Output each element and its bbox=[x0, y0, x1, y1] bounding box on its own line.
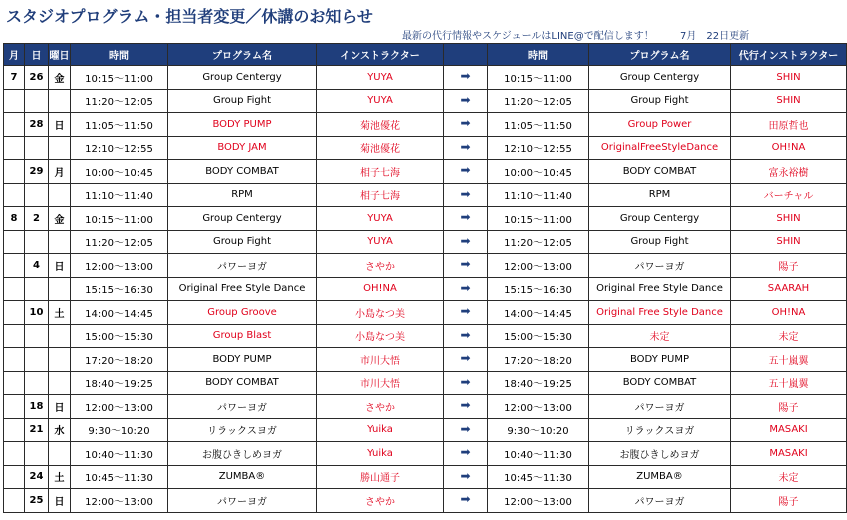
cell-sub-instructor: バーチャル bbox=[731, 183, 847, 207]
cell-time: 15:00～15:30 bbox=[71, 324, 168, 348]
cell-program: Group Centergy bbox=[168, 207, 317, 231]
cell-sub-instructor: 五十嵐翼 bbox=[731, 348, 847, 372]
cell-weekday bbox=[49, 442, 71, 466]
cell-program: BODY COMBAT bbox=[168, 371, 317, 395]
cell-arrow bbox=[444, 489, 488, 513]
line-notice: 最新の代行情報やスケジュールはLINE@で配信します！ bbox=[402, 31, 654, 42]
cell-day: 2 bbox=[25, 207, 49, 231]
cell-day: 18 bbox=[25, 395, 49, 419]
cell-weekday bbox=[49, 136, 71, 160]
cell-month bbox=[4, 113, 25, 137]
cell-weekday: 土 bbox=[49, 301, 71, 325]
cell-weekday bbox=[49, 371, 71, 395]
cell-month: 8 bbox=[4, 207, 25, 231]
cell-new-time: 10:00～10:45 bbox=[488, 160, 589, 184]
table-row bbox=[4, 207, 847, 231]
table-row bbox=[4, 89, 847, 113]
cell-program: BODY PUMP bbox=[168, 348, 317, 372]
cell-time: 17:20～18:20 bbox=[71, 348, 168, 372]
cell-new-time: 11:10～11:40 bbox=[488, 183, 589, 207]
cell-month bbox=[4, 489, 25, 513]
cell-new-program: Group Fight bbox=[589, 230, 731, 254]
cell-arrow bbox=[444, 418, 488, 442]
cell-new-program: Group Centergy bbox=[589, 207, 731, 231]
cell-month bbox=[4, 254, 25, 278]
cell-new-time: 14:00～14:45 bbox=[488, 301, 589, 325]
cell-new-time: 15:00～15:30 bbox=[488, 324, 589, 348]
arrow-right-icon: ➡ bbox=[460, 69, 471, 84]
cell-weekday: 金 bbox=[49, 207, 71, 231]
cell-new-program: Group Fight bbox=[589, 89, 731, 113]
arrow-right-icon: ➡ bbox=[460, 304, 471, 319]
cell-day bbox=[25, 89, 49, 113]
cell-sub-instructor: SHIN bbox=[731, 207, 847, 231]
col-header-time: 時間 bbox=[71, 44, 168, 66]
cell-new-time: 10:15～11:00 bbox=[488, 207, 589, 231]
cell-time: 11:20～12:05 bbox=[71, 89, 168, 113]
cell-program: BODY PUMP bbox=[168, 113, 317, 137]
cell-time: 12:10～12:55 bbox=[71, 136, 168, 160]
cell-sub-instructor: MASAKI bbox=[731, 442, 847, 466]
cell-new-program: Original Free Style Dance bbox=[589, 301, 731, 325]
arrow-right-icon: ➡ bbox=[460, 139, 471, 154]
cell-new-program: Group Power bbox=[589, 113, 731, 137]
cell-month bbox=[4, 371, 25, 395]
cell-new-program: パワーヨガ bbox=[589, 254, 731, 278]
cell-sub-instructor: 未定 bbox=[731, 465, 847, 489]
cell-arrow bbox=[444, 465, 488, 489]
cell-weekday: 水 bbox=[49, 418, 71, 442]
arrow-right-icon: ➡ bbox=[460, 398, 471, 413]
table-row bbox=[4, 395, 847, 419]
cell-day: 24 bbox=[25, 465, 49, 489]
cell-arrow bbox=[444, 136, 488, 160]
table-row bbox=[4, 277, 847, 301]
table-row bbox=[4, 160, 847, 184]
cell-day bbox=[25, 230, 49, 254]
cell-month bbox=[4, 89, 25, 113]
cell-sub-instructor: 陽子 bbox=[731, 395, 847, 419]
cell-program: Group Fight bbox=[168, 230, 317, 254]
cell-new-program: BODY COMBAT bbox=[589, 371, 731, 395]
cell-arrow bbox=[444, 89, 488, 113]
cell-new-time: 17:20～18:20 bbox=[488, 348, 589, 372]
cell-time: 9:30～10:20 bbox=[71, 418, 168, 442]
cell-arrow bbox=[444, 348, 488, 372]
cell-new-program: Group Centergy bbox=[589, 66, 731, 90]
table-header-row bbox=[4, 44, 847, 66]
cell-sub-instructor: OH!NA bbox=[731, 136, 847, 160]
cell-instructor: 菊池優花 bbox=[317, 113, 444, 137]
cell-instructor: 菊池優花 bbox=[317, 136, 444, 160]
cell-time: 15:15～16:30 bbox=[71, 277, 168, 301]
cell-weekday: 日 bbox=[49, 395, 71, 419]
cell-program: ZUMBA® bbox=[168, 465, 317, 489]
cell-new-program: パワーヨガ bbox=[589, 489, 731, 513]
col-header-weekday: 曜日 bbox=[49, 44, 71, 66]
cell-weekday bbox=[49, 324, 71, 348]
arrow-right-icon: ➡ bbox=[460, 210, 471, 225]
cell-time: 10:40～11:30 bbox=[71, 442, 168, 466]
cell-sub-instructor: 富永裕樹 bbox=[731, 160, 847, 184]
arrow-right-icon: ➡ bbox=[460, 445, 471, 460]
cell-new-time: 11:20～12:05 bbox=[488, 230, 589, 254]
col-header-instructor: インストラクター bbox=[317, 44, 444, 66]
cell-sub-instructor: SHIN bbox=[731, 230, 847, 254]
col-header-month: 月 bbox=[4, 44, 25, 66]
cell-sub-instructor: SAARAH bbox=[731, 277, 847, 301]
table-row bbox=[4, 324, 847, 348]
cell-day: 29 bbox=[25, 160, 49, 184]
cell-sub-instructor: 陽子 bbox=[731, 254, 847, 278]
table-row bbox=[4, 66, 847, 90]
schedule-change-table bbox=[3, 43, 847, 513]
cell-program: Group Blast bbox=[168, 324, 317, 348]
arrow-right-icon: ➡ bbox=[460, 351, 471, 366]
cell-month bbox=[4, 183, 25, 207]
cell-sub-instructor: MASAKI bbox=[731, 418, 847, 442]
page-title: スタジオプログラム・担当者変更／休講のお知らせ bbox=[6, 7, 373, 26]
table-row bbox=[4, 136, 847, 160]
arrow-right-icon: ➡ bbox=[460, 116, 471, 131]
cell-sub-instructor: OH!NA bbox=[731, 301, 847, 325]
cell-time: 11:10～11:40 bbox=[71, 183, 168, 207]
cell-instructor: 小島なつ美 bbox=[317, 324, 444, 348]
cell-new-program: OriginalFreeStyleDance bbox=[589, 136, 731, 160]
cell-time: 10:45～11:30 bbox=[71, 465, 168, 489]
cell-sub-instructor: 田原哲也 bbox=[731, 113, 847, 137]
cell-weekday bbox=[49, 230, 71, 254]
table-row bbox=[4, 254, 847, 278]
cell-instructor: さやか bbox=[317, 254, 444, 278]
cell-instructor: Yuika bbox=[317, 418, 444, 442]
cell-instructor: 相子七海 bbox=[317, 160, 444, 184]
cell-program: リラックスヨガ bbox=[168, 418, 317, 442]
cell-new-time: 12:00～13:00 bbox=[488, 395, 589, 419]
arrow-right-icon: ➡ bbox=[460, 327, 471, 342]
cell-new-time: 11:05～11:50 bbox=[488, 113, 589, 137]
cell-weekday: 日 bbox=[49, 489, 71, 513]
cell-arrow bbox=[444, 277, 488, 301]
cell-new-program: ZUMBA® bbox=[589, 465, 731, 489]
cell-sub-instructor: SHIN bbox=[731, 89, 847, 113]
cell-arrow bbox=[444, 324, 488, 348]
cell-instructor: YUYA bbox=[317, 230, 444, 254]
cell-day: 4 bbox=[25, 254, 49, 278]
cell-new-time: 18:40～19:25 bbox=[488, 371, 589, 395]
cell-arrow bbox=[444, 183, 488, 207]
table-row bbox=[4, 230, 847, 254]
cell-weekday bbox=[49, 348, 71, 372]
cell-day: 10 bbox=[25, 301, 49, 325]
cell-day bbox=[25, 324, 49, 348]
cell-day bbox=[25, 371, 49, 395]
cell-weekday bbox=[49, 183, 71, 207]
arrow-right-icon: ➡ bbox=[460, 492, 471, 507]
cell-weekday: 日 bbox=[49, 113, 71, 137]
cell-new-program: BODY PUMP bbox=[589, 348, 731, 372]
table-row bbox=[4, 371, 847, 395]
cell-arrow bbox=[444, 230, 488, 254]
cell-instructor: Yuika bbox=[317, 442, 444, 466]
cell-instructor: YUYA bbox=[317, 66, 444, 90]
cell-sub-instructor: 五十嵐翼 bbox=[731, 371, 847, 395]
table-row bbox=[4, 465, 847, 489]
cell-program: BODY JAM bbox=[168, 136, 317, 160]
cell-program: Original Free Style Dance bbox=[168, 277, 317, 301]
cell-time: 10:15～11:00 bbox=[71, 66, 168, 90]
cell-sub-instructor: SHIN bbox=[731, 66, 847, 90]
cell-arrow bbox=[444, 254, 488, 278]
cell-month bbox=[4, 324, 25, 348]
arrow-right-icon: ➡ bbox=[460, 163, 471, 178]
table-row bbox=[4, 301, 847, 325]
cell-time: 12:00～13:00 bbox=[71, 489, 168, 513]
cell-instructor: YUYA bbox=[317, 207, 444, 231]
cell-instructor: 勝山通子 bbox=[317, 465, 444, 489]
arrow-right-icon: ➡ bbox=[460, 233, 471, 248]
cell-program: パワーヨガ bbox=[168, 254, 317, 278]
cell-month bbox=[4, 136, 25, 160]
cell-month bbox=[4, 301, 25, 325]
cell-program: Group Fight bbox=[168, 89, 317, 113]
cell-program: RPM bbox=[168, 183, 317, 207]
cell-arrow bbox=[444, 395, 488, 419]
cell-instructor: さやか bbox=[317, 395, 444, 419]
cell-month bbox=[4, 348, 25, 372]
cell-program: お腹ひきしめヨガ bbox=[168, 442, 317, 466]
col-header-new-time: 時間 bbox=[488, 44, 589, 66]
col-header-arrow bbox=[444, 44, 488, 66]
table-row bbox=[4, 113, 847, 137]
cell-new-program: 未定 bbox=[589, 324, 731, 348]
arrow-right-icon: ➡ bbox=[460, 280, 471, 295]
cell-day bbox=[25, 183, 49, 207]
cell-new-time: 12:00～13:00 bbox=[488, 254, 589, 278]
col-header-day: 日 bbox=[25, 44, 49, 66]
cell-time: 18:40～19:25 bbox=[71, 371, 168, 395]
cell-day bbox=[25, 348, 49, 372]
cell-new-time: 11:20～12:05 bbox=[488, 89, 589, 113]
cell-arrow bbox=[444, 160, 488, 184]
cell-instructor: 市川大悟 bbox=[317, 348, 444, 372]
cell-sub-instructor: 陽子 bbox=[731, 489, 847, 513]
table-row bbox=[4, 442, 847, 466]
cell-weekday: 日 bbox=[49, 254, 71, 278]
arrow-right-icon: ➡ bbox=[460, 186, 471, 201]
cell-weekday bbox=[49, 89, 71, 113]
arrow-right-icon: ➡ bbox=[460, 257, 471, 272]
cell-time: 10:15～11:00 bbox=[71, 207, 168, 231]
cell-program: Group Centergy bbox=[168, 66, 317, 90]
cell-month bbox=[4, 442, 25, 466]
cell-instructor: 市川大悟 bbox=[317, 371, 444, 395]
col-header-new-program: プログラム名 bbox=[589, 44, 731, 66]
cell-day bbox=[25, 136, 49, 160]
cell-instructor: 相子七海 bbox=[317, 183, 444, 207]
cell-weekday: 金 bbox=[49, 66, 71, 90]
cell-time: 11:05～11:50 bbox=[71, 113, 168, 137]
cell-weekday bbox=[49, 277, 71, 301]
cell-day bbox=[25, 442, 49, 466]
cell-instructor: 小島なつ美 bbox=[317, 301, 444, 325]
cell-arrow bbox=[444, 301, 488, 325]
cell-weekday: 月 bbox=[49, 160, 71, 184]
cell-weekday: 土 bbox=[49, 465, 71, 489]
cell-new-program: Original Free Style Dance bbox=[589, 277, 731, 301]
cell-month bbox=[4, 277, 25, 301]
arrow-right-icon: ➡ bbox=[460, 92, 471, 107]
table-row bbox=[4, 183, 847, 207]
cell-new-time: 10:45～11:30 bbox=[488, 465, 589, 489]
cell-day: 25 bbox=[25, 489, 49, 513]
arrow-right-icon: ➡ bbox=[460, 421, 471, 436]
cell-arrow bbox=[444, 113, 488, 137]
cell-new-time: 15:15～16:30 bbox=[488, 277, 589, 301]
cell-time: 12:00～13:00 bbox=[71, 254, 168, 278]
cell-month bbox=[4, 160, 25, 184]
update-date: 7月 22日更新 bbox=[680, 31, 750, 42]
cell-new-program: お腹ひきしめヨガ bbox=[589, 442, 731, 466]
col-header-sub-instructor: 代行インストラクター bbox=[731, 44, 847, 66]
table-row bbox=[4, 489, 847, 513]
table-row bbox=[4, 348, 847, 372]
cell-instructor: YUYA bbox=[317, 89, 444, 113]
cell-time: 12:00～13:00 bbox=[71, 395, 168, 419]
cell-arrow bbox=[444, 442, 488, 466]
cell-new-program: リラックスヨガ bbox=[589, 418, 731, 442]
cell-month: 7 bbox=[4, 66, 25, 90]
cell-instructor: さやか bbox=[317, 489, 444, 513]
cell-arrow bbox=[444, 207, 488, 231]
cell-time: 11:20～12:05 bbox=[71, 230, 168, 254]
table-row bbox=[4, 418, 847, 442]
cell-program: Group Groove bbox=[168, 301, 317, 325]
cell-arrow bbox=[444, 66, 488, 90]
cell-new-program: パワーヨガ bbox=[589, 395, 731, 419]
cell-day: 21 bbox=[25, 418, 49, 442]
cell-new-program: RPM bbox=[589, 183, 731, 207]
cell-new-time: 12:00～13:00 bbox=[488, 489, 589, 513]
cell-day: 26 bbox=[25, 66, 49, 90]
cell-day bbox=[25, 277, 49, 301]
col-header-program: プログラム名 bbox=[168, 44, 317, 66]
arrow-right-icon: ➡ bbox=[460, 468, 471, 483]
cell-sub-instructor: 未定 bbox=[731, 324, 847, 348]
cell-program: BODY COMBAT bbox=[168, 160, 317, 184]
cell-month bbox=[4, 230, 25, 254]
cell-time: 10:00～10:45 bbox=[71, 160, 168, 184]
cell-new-time: 9:30～10:20 bbox=[488, 418, 589, 442]
cell-month bbox=[4, 465, 25, 489]
cell-new-time: 10:15～11:00 bbox=[488, 66, 589, 90]
cell-new-program: BODY COMBAT bbox=[589, 160, 731, 184]
cell-arrow bbox=[444, 371, 488, 395]
cell-program: パワーヨガ bbox=[168, 489, 317, 513]
arrow-right-icon: ➡ bbox=[460, 374, 471, 389]
cell-instructor: OH!NA bbox=[317, 277, 444, 301]
cell-day: 28 bbox=[25, 113, 49, 137]
cell-program: パワーヨガ bbox=[168, 395, 317, 419]
cell-new-time: 12:10～12:55 bbox=[488, 136, 589, 160]
cell-time: 14:00～14:45 bbox=[71, 301, 168, 325]
cell-new-time: 10:40～11:30 bbox=[488, 442, 589, 466]
cell-month bbox=[4, 395, 25, 419]
cell-month bbox=[4, 418, 25, 442]
